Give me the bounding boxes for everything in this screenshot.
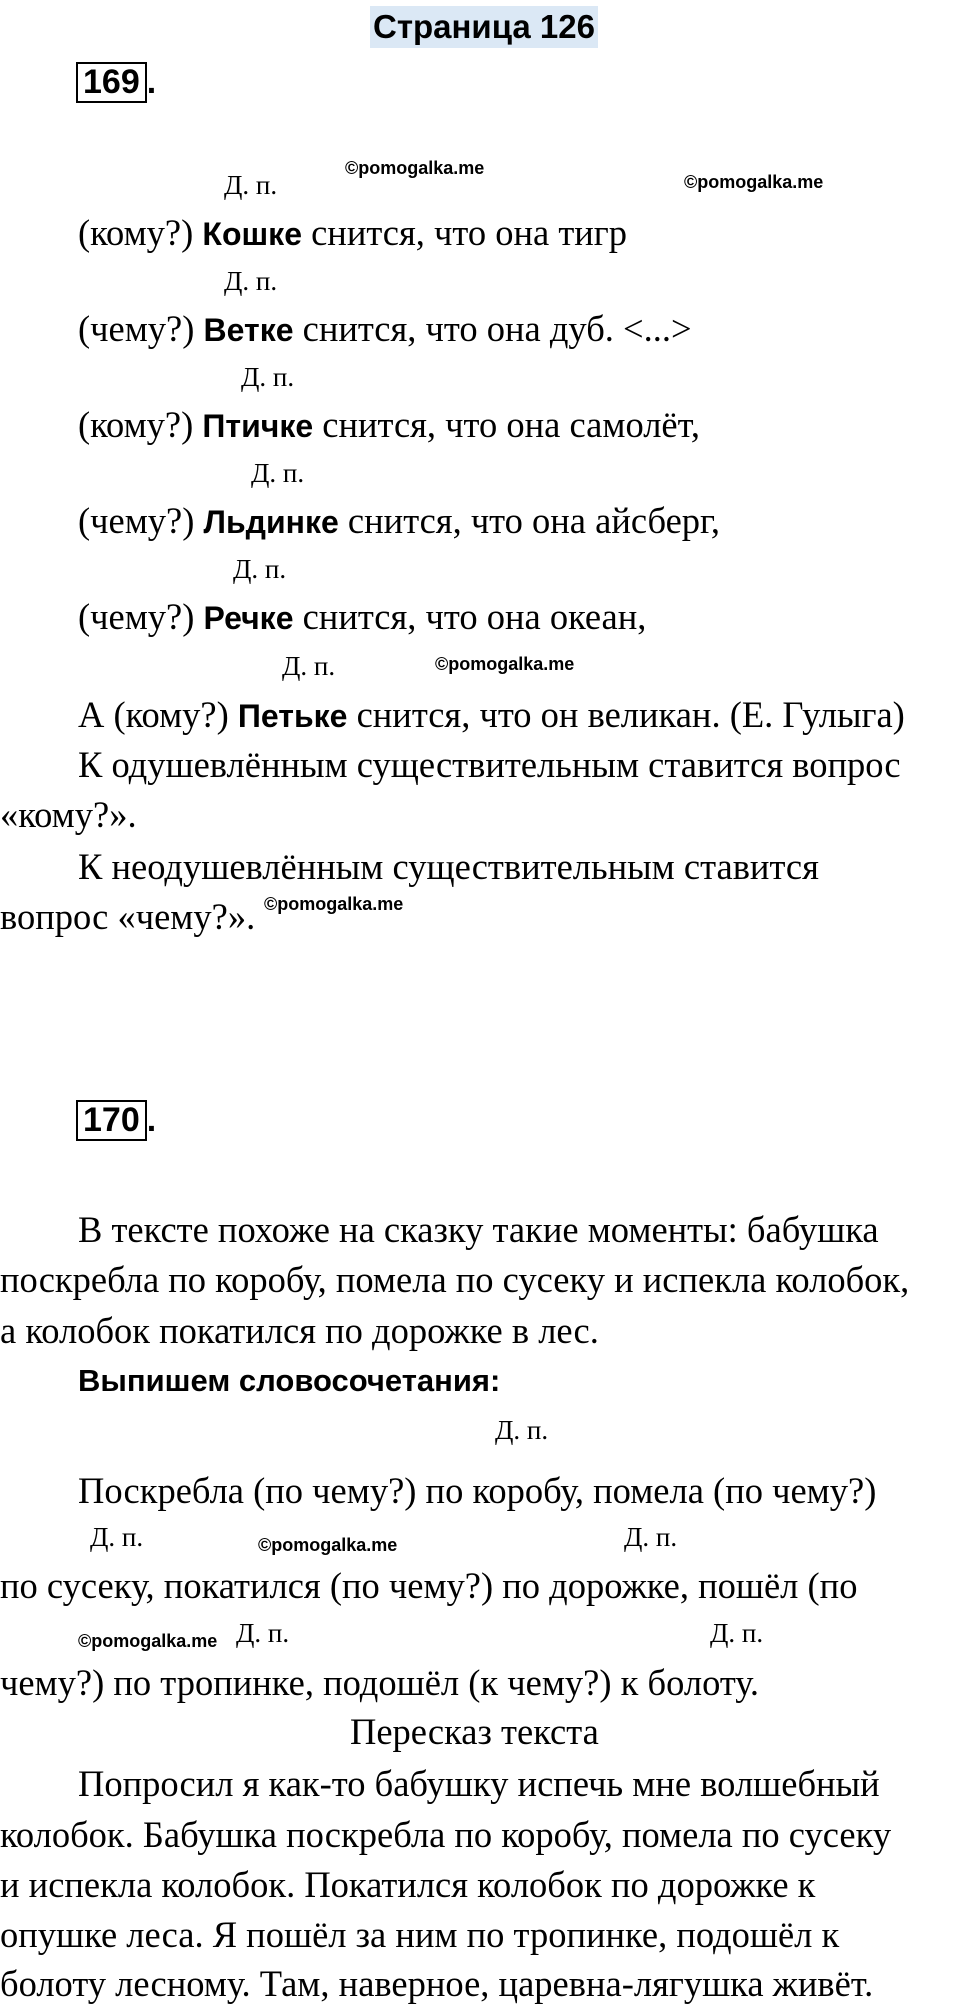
case-mark: Д. п.: [90, 1522, 144, 1552]
section-heading: Выпишем словосочетания:: [78, 1363, 501, 1398]
phrase-line: Поскребла (по чему?) по коробу, помела (по чему?): [78, 1470, 877, 1511]
exercise-number-box: 169: [76, 62, 147, 103]
watermark: ©pomogalka.me: [264, 894, 404, 914]
sentence-row: (чему?) Речке снится, что она океан,: [78, 596, 647, 637]
retell-line: и испекла колобок. Покатился колобок по дорожке к: [0, 1864, 816, 1905]
case-mark: Д. п.: [233, 554, 287, 584]
intro-line: В тексте похоже на сказку такие моменты: бабушка: [78, 1209, 879, 1250]
watermark: ©pomogalka.me: [435, 654, 575, 674]
sentence-row: А (кому?) Петьке снится, что он великан. (Е. Гулыга): [78, 694, 905, 735]
retell-line: опушке леса. Я пошёл за ним по тропинке, подошёл к: [0, 1914, 840, 1955]
watermark: ©pomogalka.me: [684, 172, 824, 192]
exercise-number-170: [76, 1100, 156, 1141]
watermark: ©pomogalka.me: [345, 158, 485, 178]
note-line: К одушевлённым существительным ставится вопрос: [78, 744, 901, 785]
case-mark: Д. п.: [624, 1522, 678, 1552]
exercise-number-dot: .: [146, 1101, 157, 1139]
retell-line: колобок. Бабушка поскребла по коробу, помела по сусеку: [0, 1814, 892, 1855]
watermark: ©pomogalka.me: [78, 1631, 218, 1651]
note-line: вопрос «чему?».: [0, 896, 256, 937]
exercise-number-dot: .: [146, 63, 157, 101]
case-mark: Д. п.: [710, 1618, 764, 1648]
note-line: К неодушевлённым существительным ставится: [78, 846, 819, 887]
case-mark: Д. п.: [495, 1415, 549, 1445]
sentence-row: (кому?) Птичке снится, что она самолёт,: [78, 404, 700, 445]
case-mark: Д. п.: [236, 1618, 290, 1648]
intro-line: поскребла по коробу, помела по сусеку и испекла колобок,: [0, 1259, 910, 1300]
phrase-line: чему?) по тропинке, подошёл (к чему?) к болоту.: [0, 1662, 760, 1703]
watermark: ©pomogalka.me: [258, 1535, 398, 1555]
page-title: Страница 126: [370, 6, 598, 48]
phrase-line: по сусеку, покатился (по чему?) по дорожке, пошёл (по: [0, 1565, 858, 1606]
exercise-number-169: [76, 62, 156, 103]
case-mark: Д. п.: [224, 266, 278, 296]
sentence-row: (чему?) Ветке снится, что она дуб. <...>: [78, 308, 692, 349]
note-line: «кому?».: [0, 794, 137, 835]
intro-line: а колобок покатился по дорожке в лес.: [0, 1310, 599, 1351]
case-mark: Д. п.: [251, 458, 305, 488]
exercise-number-box: 170: [76, 1100, 147, 1141]
case-mark: Д. п.: [224, 170, 278, 200]
retell-title: Пересказ текста: [350, 1711, 599, 1752]
sentence-row: (чему?) Льдинке снится, что она айсберг,: [78, 500, 721, 541]
retell-line: болоту лесному. Там, наверное, царевна-лягушка живёт.: [0, 1963, 874, 2004]
case-mark: Д. п.: [282, 651, 336, 681]
sentence-row: (кому?) Кошке снится, что она тигр: [78, 212, 628, 253]
retell-line: Попросил я как-то бабушку испечь мне волшебный: [78, 1763, 880, 1804]
case-mark: Д. п.: [241, 362, 295, 392]
